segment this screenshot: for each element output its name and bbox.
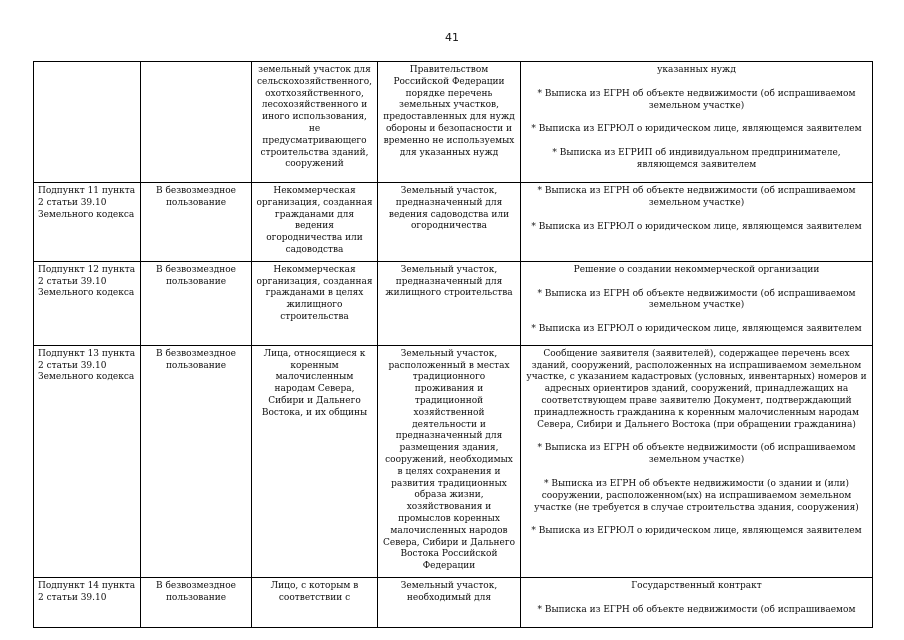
table-row: [34, 345, 873, 577]
page-number: 41: [445, 31, 459, 44]
documents-cell: [521, 62, 873, 183]
right-type-cell: В безвозмездное пользование: [141, 183, 252, 262]
right-type-cell: В безвозмездное пользование: [141, 577, 252, 627]
document-item: * Выписка из ЕГРН об объекте недвижимости (об испрашиваемом земельном участке): [537, 88, 856, 111]
documents-cell: [521, 261, 873, 345]
table-row: [34, 183, 873, 262]
documents-cell: [521, 183, 873, 262]
applicant-cell: Некоммерческая организация, созданная гражданами в целях жилищного строительства: [252, 261, 378, 345]
right-type-cell: В безвозмездное пользование: [141, 261, 252, 345]
basis-cell: Подпункт 14 пункта 2 статьи 39.10: [34, 577, 141, 627]
basis-cell: Подпункт 11 пункта 2 статьи 39.10 Земельного кодекса: [34, 183, 141, 262]
documents-cell: [521, 345, 873, 577]
applicant-cell: Лица, относящиеся к коренным малочисленным народам Севера, Сибири и Дальнего Востока, и их общины: [252, 345, 378, 577]
land-plot-cell: Правительством Российской Федерации порядке перечень земельных участков, предоставленных для нужд обороны и безопасности и временно не используемых для указанных нужд: [378, 62, 521, 183]
document-item: * Выписка из ЕГРН об объекте недвижимости (об испрашиваемом: [537, 604, 856, 615]
document-item: * Выписка из ЕГРН об объекте недвижимости (об испрашиваемом земельном участке): [537, 443, 856, 466]
right-type-cell: [141, 62, 252, 183]
land-plot-cell: Земельный участок, расположенный в местах традиционного проживания и традиционной хозяйственной деятельности и предназначенный для размещения здания, сооружений, необходимых в целях сохранения и развития традиционных образа жизни, хозяйствования и промыслов коренных малочисленных народов Севера, Сибири и Дальнего Востока Российской Федерации: [378, 345, 521, 577]
document-item: * Выписка из ЕГРН об объекте недвижимости (об испрашиваемом земельном участке): [537, 186, 856, 208]
documents-cell: [521, 577, 873, 627]
table-row: [34, 577, 873, 627]
document-item: Государственный контракт: [631, 580, 762, 591]
document-item: * Выписка из ЕГРН об объекте недвижимости (об испрашиваемом земельном участке): [537, 288, 856, 311]
right-type-cell: В безвозмездное пользование: [141, 345, 252, 577]
document-item: Сообщение заявителя (заявителей), содержащее перечень всех зданий, сооружений, расположенных на испрашиваемом земельном участке, с указанием кадастровых (условных, инвентарных) номеров и адресных ориентиров зданий, сооружений, принадлежащих на соответствующем праве заявителю Документ, подтверждающий принадлежность гражданина к коренным малочисленным народам Севера, Сибири и Дальнего Востока (при обращении гражданина): [526, 348, 867, 430]
document-item: * Выписка из ЕГРЮЛ о юридическом лице, являющемся заявителем: [531, 124, 862, 135]
document-item: * Выписка из ЕГРЮЛ о юридическом лице, являющемся заявителем: [531, 324, 862, 335]
document-item: * Выписка из ЕГРИП об индивидуальном предпринимателе, являющемся заявителем: [552, 148, 841, 170]
basis-cell: Подпункт 13 пункта 2 статьи 39.10 Земельного кодекса: [34, 345, 141, 577]
basis-cell: Подпункт 12 пункта 2 статьи 39.10 Земельного кодекса: [34, 261, 141, 345]
documents-table: [33, 61, 873, 628]
document-item: указанных нужд: [657, 65, 736, 75]
land-plot-cell: Земельный участок, предназначенный для жилищного строительства: [378, 261, 521, 345]
table-row: [34, 62, 873, 183]
applicant-cell: Лицо, с которым в соответствии с: [252, 577, 378, 627]
document-item: * Выписка из ЕГРЮЛ о юридическом лице, являющемся заявителем: [531, 526, 862, 537]
land-plot-cell: Земельный участок, необходимый для: [378, 577, 521, 627]
applicant-cell: Некоммерческая организация, созданная гражданами для ведения огородничества или садоводства: [252, 183, 378, 262]
applicant-cell: земельный участок для сельскохозяйственного, охотхозяйственного, лесохозяйственного и иного использования, не предусматривающего строительства зданий, сооружений: [252, 62, 378, 183]
document-item: * Выписка из ЕГРЮЛ о юридическом лице, являющемся заявителем: [531, 221, 862, 232]
table-row: [34, 261, 873, 345]
document-item: * Выписка из ЕГРН об объекте недвижимости (о здании и (или) сооружении, расположенном(ых) на испрашиваемом земельном участке (не требуется в случае строительства здания, сооружения): [534, 478, 859, 513]
land-plot-cell: Земельный участок, предназначенный для ведения садоводства или огородничества: [378, 183, 521, 262]
document-item: Решение о создании некоммерческой организации: [573, 264, 820, 275]
basis-cell: [34, 62, 141, 183]
